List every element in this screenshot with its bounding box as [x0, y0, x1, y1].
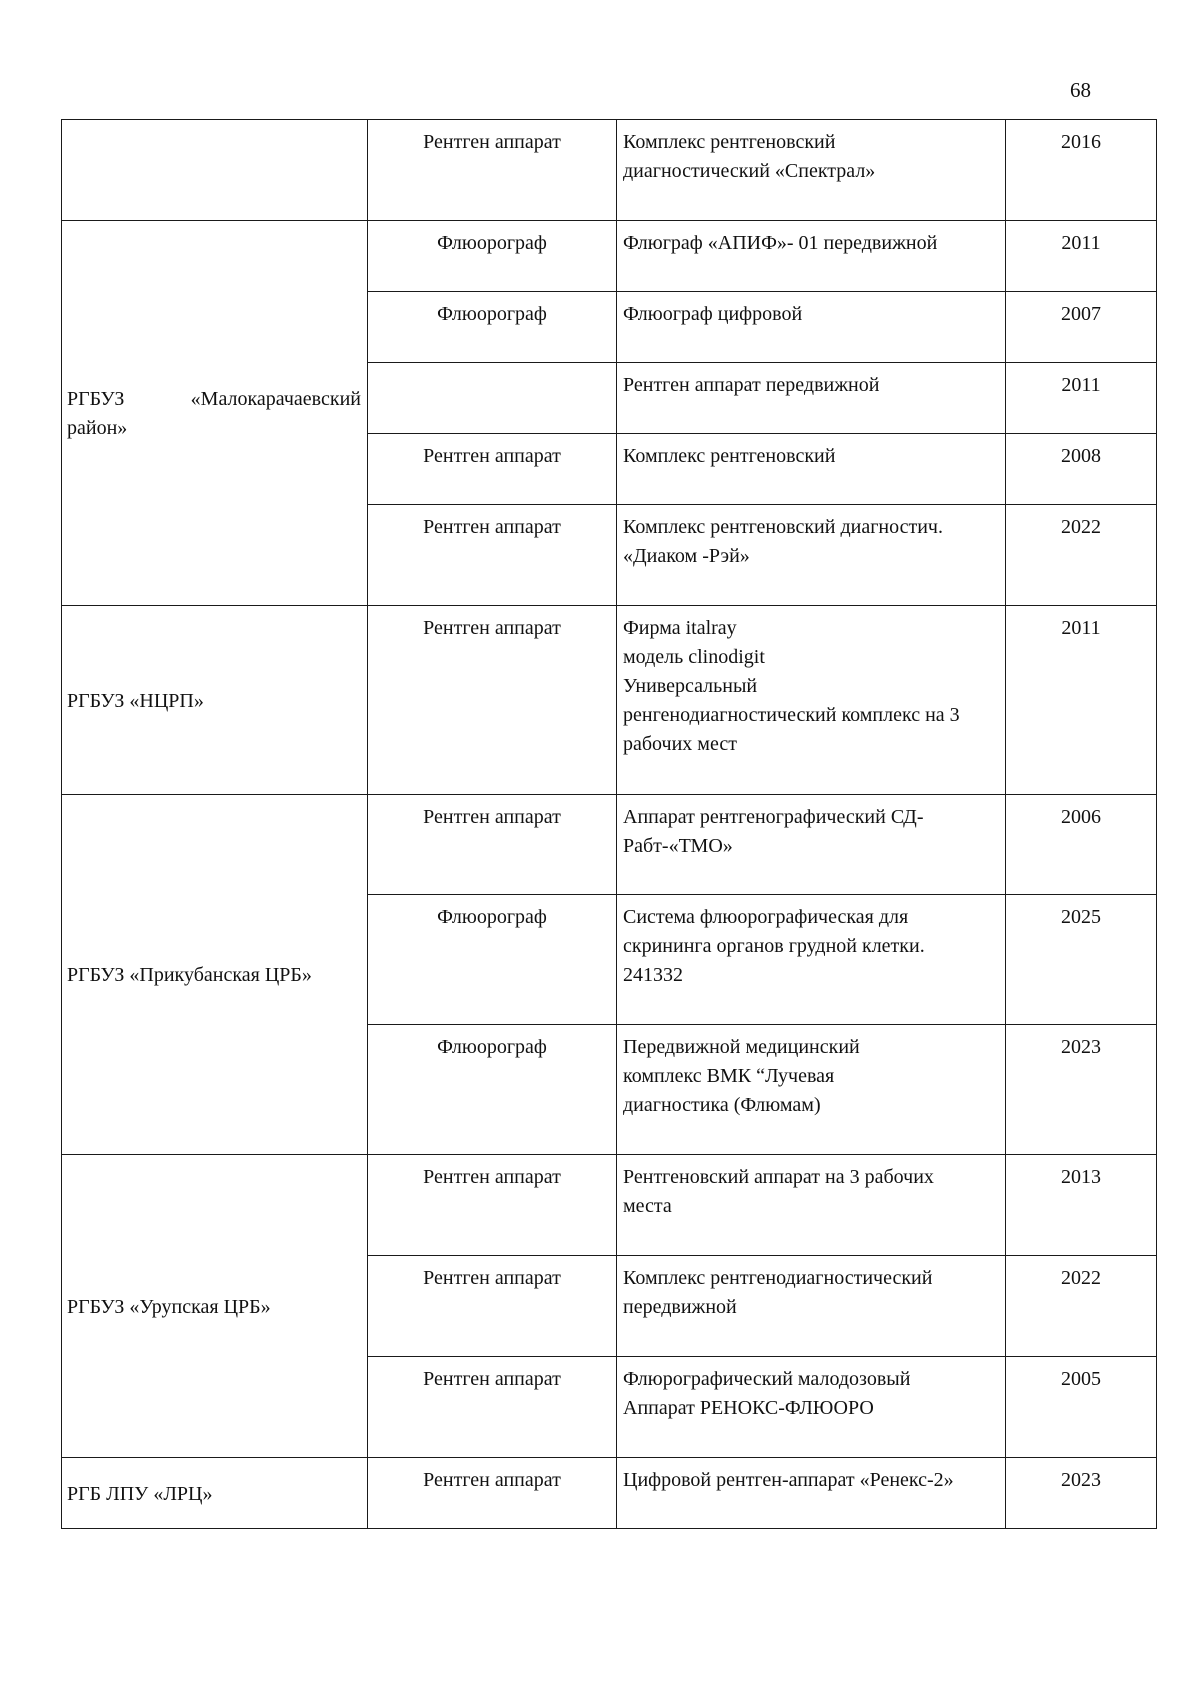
equipment-description-cell: Система флюорографическая для скрининга органов грудной клетки. 241332: [617, 895, 1006, 1025]
table-row: [62, 221, 1157, 292]
year-cell: 2023: [1006, 1025, 1157, 1155]
equipment-type-cell: Рентген аппарат: [368, 120, 617, 221]
equipment-description-cell: Рентген аппарат передвижной: [617, 363, 1006, 434]
equipment-type-cell: Флюорограф: [368, 1025, 617, 1155]
year-cell: 2013: [1006, 1155, 1157, 1256]
equipment-description-cell: Флюграф «АПИФ»- 01 передвижной: [617, 221, 1006, 292]
org-cell-urupskaya: РГБУЗ «Урупская ЦРБ»: [62, 1155, 368, 1458]
equipment-type-cell: Флюорограф: [368, 221, 617, 292]
equipment-type-cell: Флюорограф: [368, 292, 617, 363]
equipment-description-cell: Комплекс рентгеновский диагностический «Спектрал»: [617, 120, 1006, 221]
equipment-type-cell: Рентген аппарат: [368, 1155, 617, 1256]
table-row: [62, 606, 1157, 795]
equipment-type-cell: Флюорограф: [368, 895, 617, 1025]
year-cell: 2011: [1006, 363, 1157, 434]
org-cell-prikubanskaya: РГБУЗ «Прикубанская ЦРБ»: [62, 795, 368, 1155]
org-cell-ncrp: РГБУЗ «НЦРП»: [62, 606, 368, 795]
equipment-table: [61, 119, 1157, 1529]
year-cell: 2022: [1006, 1256, 1157, 1357]
equipment-type-cell: Рентген аппарат: [368, 434, 617, 505]
equipment-description-cell: Комплекс рентгеновский диагностич. «Диаком -Рэй»: [617, 505, 1006, 606]
year-cell: 2022: [1006, 505, 1157, 606]
equipment-type-cell: Рентген аппарат: [368, 606, 617, 795]
equipment-description-cell: Передвижной медицинский комплекс ВМК “Лучевая диагностика (Флюмам): [617, 1025, 1006, 1155]
equipment-type-cell: [368, 363, 617, 434]
equipment-type-cell: Рентген аппарат: [368, 1458, 617, 1529]
equipment-description-cell: Флюограф цифровой: [617, 292, 1006, 363]
equipment-type-cell: Рентген аппарат: [368, 795, 617, 895]
table-row: [62, 1155, 1157, 1256]
equipment-description-cell: Цифровой рентген-аппарат «Ренекс-2»: [617, 1458, 1006, 1529]
org-cell-malokarachaevsky: РГБУЗ «Малокарачаевский район»: [62, 221, 368, 606]
year-cell: 2011: [1006, 606, 1157, 795]
table-row: [62, 120, 1157, 221]
year-cell: 2006: [1006, 795, 1157, 895]
year-cell: 2008: [1006, 434, 1157, 505]
equipment-description-cell: Флюрографический малодозовый Аппарат РЕНОКС-ФЛЮОРО: [617, 1357, 1006, 1458]
table-row: [62, 795, 1157, 895]
equipment-type-cell: Рентген аппарат: [368, 505, 617, 606]
equipment-description-cell: Комплекс рентгеновский: [617, 434, 1006, 505]
table-row: [62, 1458, 1157, 1529]
year-cell: 2025: [1006, 895, 1157, 1025]
year-cell: 2011: [1006, 221, 1157, 292]
equipment-description-cell: Аппарат рентгенографический СД- Рабт-«ТМО»: [617, 795, 1006, 895]
equipment-type-cell: Рентген аппарат: [368, 1357, 617, 1458]
page-number: 68: [1070, 78, 1091, 102]
year-cell: 2016: [1006, 120, 1157, 221]
year-cell: 2023: [1006, 1458, 1157, 1529]
year-cell: 2007: [1006, 292, 1157, 363]
org-cell-empty: [62, 120, 368, 221]
equipment-description-cell: Фирма italray модель clinodigit Универсальный ренгенодиагностический комплекс на 3 рабочих мест: [617, 606, 1006, 795]
year-cell: 2005: [1006, 1357, 1157, 1458]
org-cell-lrc: РГБ ЛПУ «ЛРЦ»: [62, 1458, 368, 1529]
equipment-description-cell: Рентгеновский аппарат на 3 рабочих места: [617, 1155, 1006, 1256]
equipment-description-cell: Комплекс рентгенодиагностический передвижной: [617, 1256, 1006, 1357]
equipment-type-cell: Рентген аппарат: [368, 1256, 617, 1357]
